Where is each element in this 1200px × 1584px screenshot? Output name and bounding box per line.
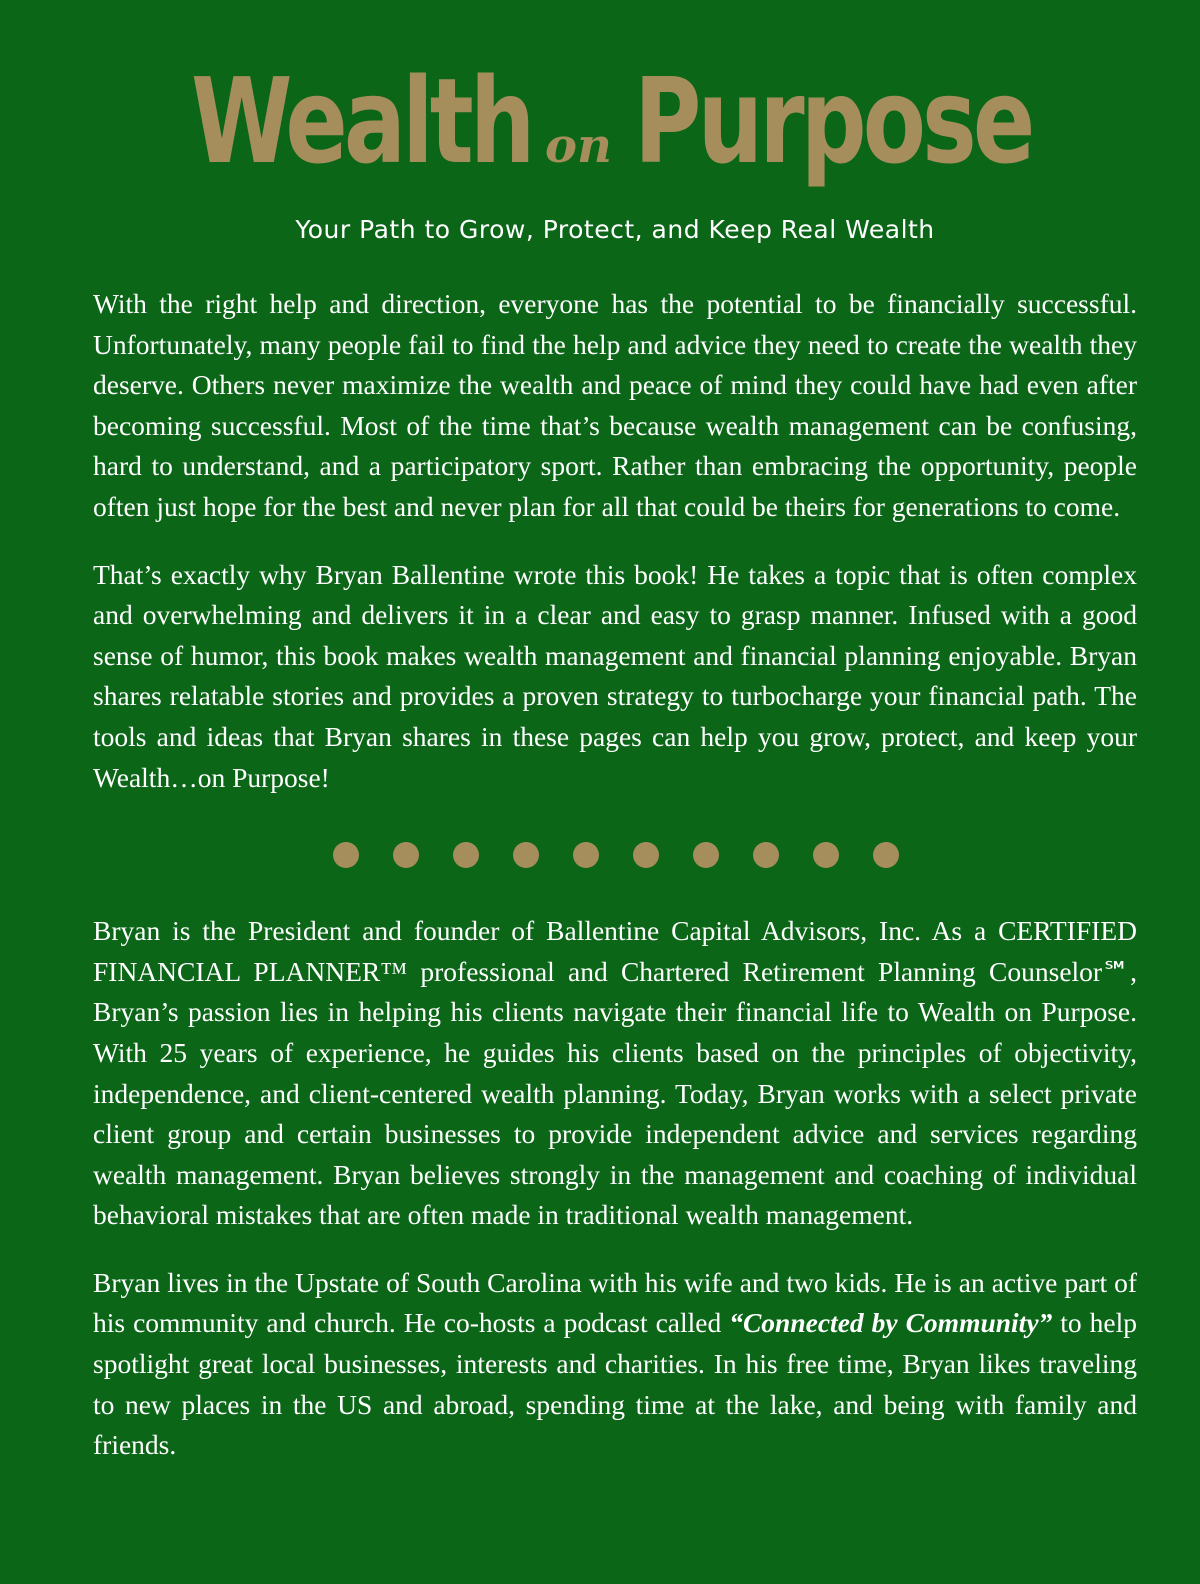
dot-icon xyxy=(753,842,779,868)
dot-icon xyxy=(813,842,839,868)
dot-icon xyxy=(333,842,359,868)
dot-icon xyxy=(453,842,479,868)
title-word-on: on xyxy=(545,118,612,174)
podcast-name: “Connected by Community” xyxy=(729,1307,1053,1339)
description-paragraph-2: That’s exactly why Bryan Ballentine wrote this book! He takes a topic that is often complex and overwhelming and delivers it in a clear and easy to grasp manner. Infused with a good sense of humor, this book makes wealth management and financial planning enjoyable. Bryan shares relatable stories and provides a proven strategy to turbocharge your financial path. The tools and ideas that Bryan shares in these pages can help you grow, protect, and keep your Wealth…on Purpose! xyxy=(93,558,1137,793)
bio-text-after: to help spotlight great local businesses, interests and charities. In his free time, Bryan likes traveling to new places in the US and abroad, spending time at the lake, and being with family and friends. xyxy=(93,1307,1138,1461)
description-paragraph-1: With the right help and direction, everyone has the potential to be financially successful. Unfortunately, many people fail to find the help and advice they need to create the wealth they deserve. Others never maximize the wealth and peace of mind they could have had even after becoming successful. Most of the time that’s because wealth management can be confusing, hard to understand, and a participatory sport. Rather than embracing the opportunity, people often just hope for the best and never plan for all that could be theirs for generations to come. xyxy=(93,288,1137,522)
book-subtitle: Your Path to Grow, Protect, and Keep Real Wealth xyxy=(295,215,935,244)
dot-icon xyxy=(513,842,539,868)
dot-icon xyxy=(573,842,599,868)
bio-text-before: Bryan lives in the Upstate of South Carolina with his wife and two kids. He is an active part of his community and church. He co-hosts a podcast called xyxy=(93,1266,1137,1339)
dot-icon xyxy=(873,842,899,868)
book-title xyxy=(93,0,1137,210)
section-divider xyxy=(93,842,1137,868)
dot-icon xyxy=(693,842,719,868)
author-bio-paragraph-1: Bryan is the President and founder of Ballentine Capital Advisors, Inc. As a CERTIFIED FINANCIAL PLANNER™ professional and Chartered Retirement Planning Counselor℠, Bryan’s passion lies in helping his clients navigate their financial life to Wealth on Purpose. With 25 years of experience, he guides his clients based on the principles of objectivity, independence, and client-centered wealth planning. Today, Bryan works with a select private client group and certain businesses to provide independent advice and services regarding wealth management. Bryan believes strongly in the management and coaching of individual behavioral mistakes that are often made in traditional wealth management. xyxy=(93,915,1137,1231)
author-bio-paragraph-2 xyxy=(93,1263,1137,1466)
dot-icon xyxy=(633,842,659,868)
title-word-purpose: Purpose xyxy=(633,52,1032,190)
dot-icon xyxy=(393,842,419,868)
title-word-wealth: Wealth xyxy=(190,52,532,190)
